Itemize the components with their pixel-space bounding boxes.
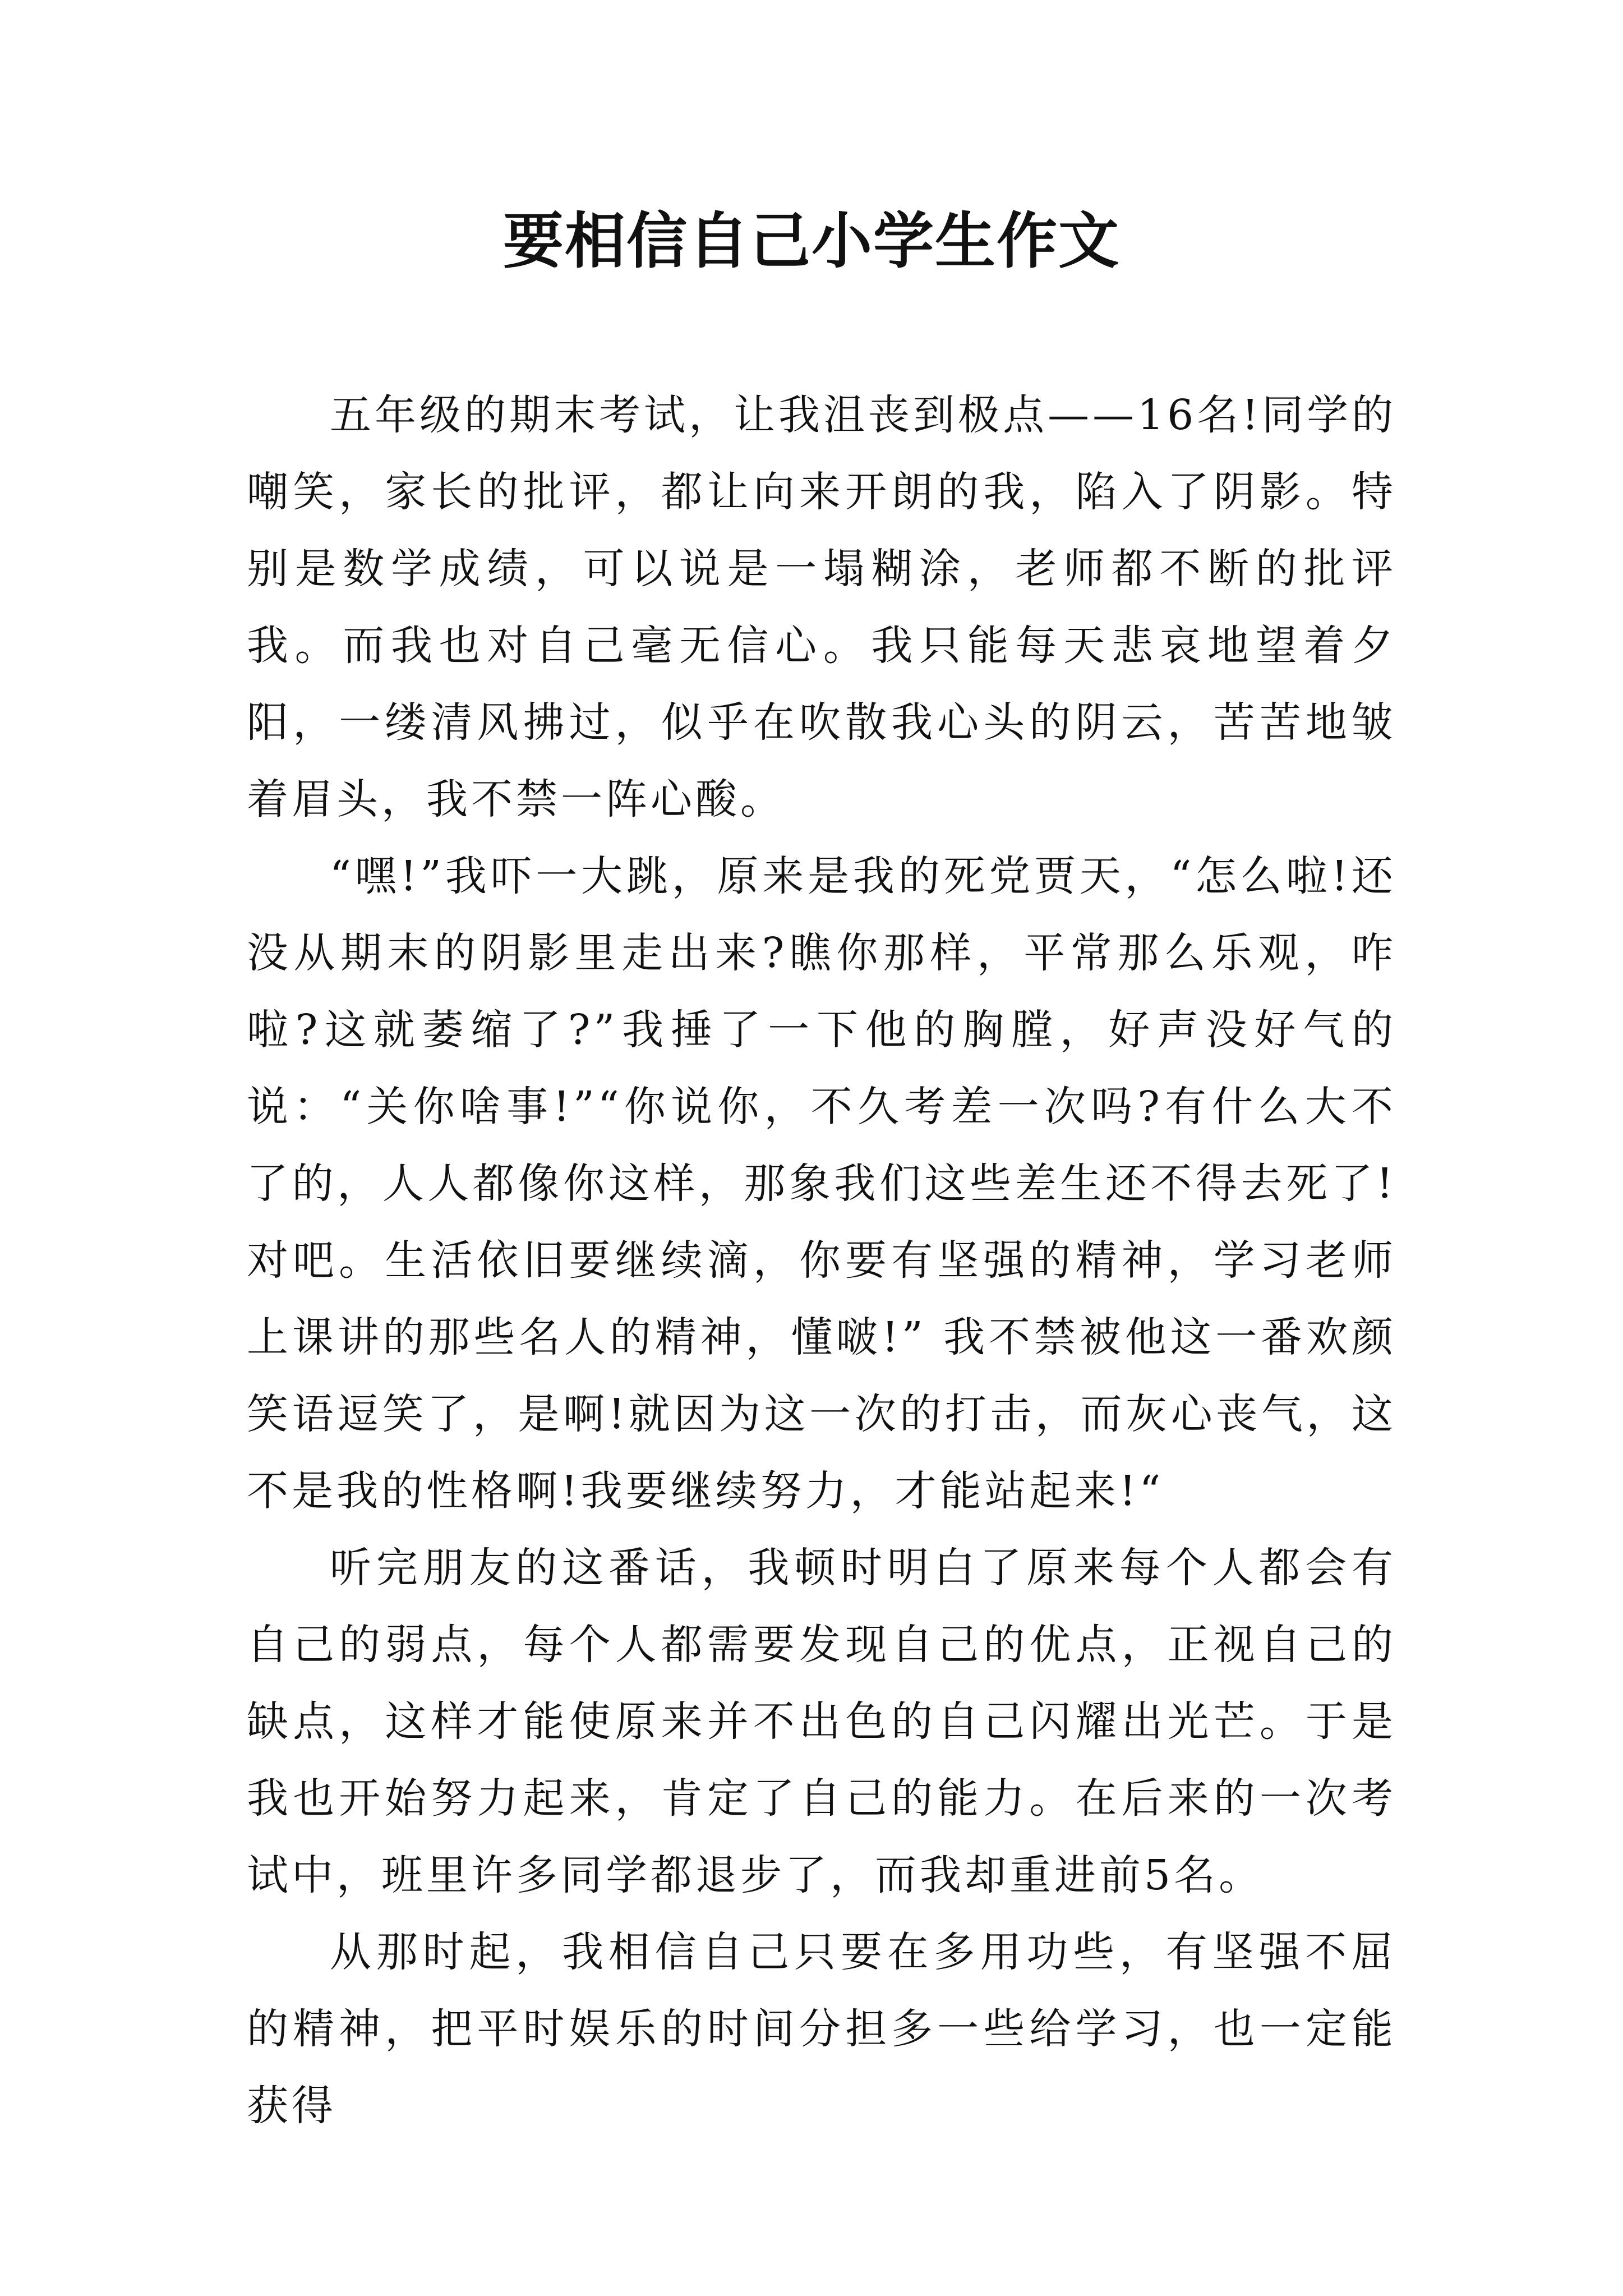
document-title: 要相信自己小学生作文	[502, 206, 1120, 277]
body-paragraph: 五年级的期末考试，让我沮丧到极点——16名!同学的嘲笑，家长的批评，都让向来开朗的我，陷入了阴影。特别是数学成绩，可以说是一塌糊涂，老师都不断的批评我。而我也对自己毫无信心。我只能每天悲哀地望着夕阳，一缕清风拂过，似乎在吹散我心头的阴云，苦苦地皱着眉头，我不禁一阵心酸。	[247, 391, 1396, 823]
document-body	[247, 377, 1396, 2145]
body-paragraph: “嘿!”我吓一大跳，原来是我的死党贾天，“怎么啦!还没从期末的阴影里走出来?瞧你那样，平常那么乐观，咋啦?这就萎缩了?”我捶了一下他的胸膛，好声没好气的说：“关你啥事!”“你说你，不久考差一次吗?有什么大不了的，人人都像你这样，那象我们这些差生还不得去死了!对吧。生活依旧要继续滴，你要有坚强的精神，学习老师上课讲的那些名人的精神，懂啵!” 我不禁被他这一番欢颜笑语逗笑了，是啊!就因为这一次的打击，而灰心丧气，这不是我的性格啊!我要继续努力，才能站起来!“	[247, 852, 1396, 1515]
body-paragraph: 从那时起，我相信自己只要在多用功些，有坚强不屈的精神，把平时娱乐的时间分担多一些给学习，也一定能获得	[247, 1928, 1396, 2130]
body-paragraph: 听完朋友的这番话，我顿时明白了原来每个人都会有自己的弱点，每个人都需要发现自己的优点，正视自己的缺点，这样才能使原来并不出色的自己闪耀出光芒。于是我也开始努力起来，肯定了自己的能力。在后来的一次考试中，班里许多同学都退步了，而我却重进前5名。	[247, 1544, 1396, 1899]
